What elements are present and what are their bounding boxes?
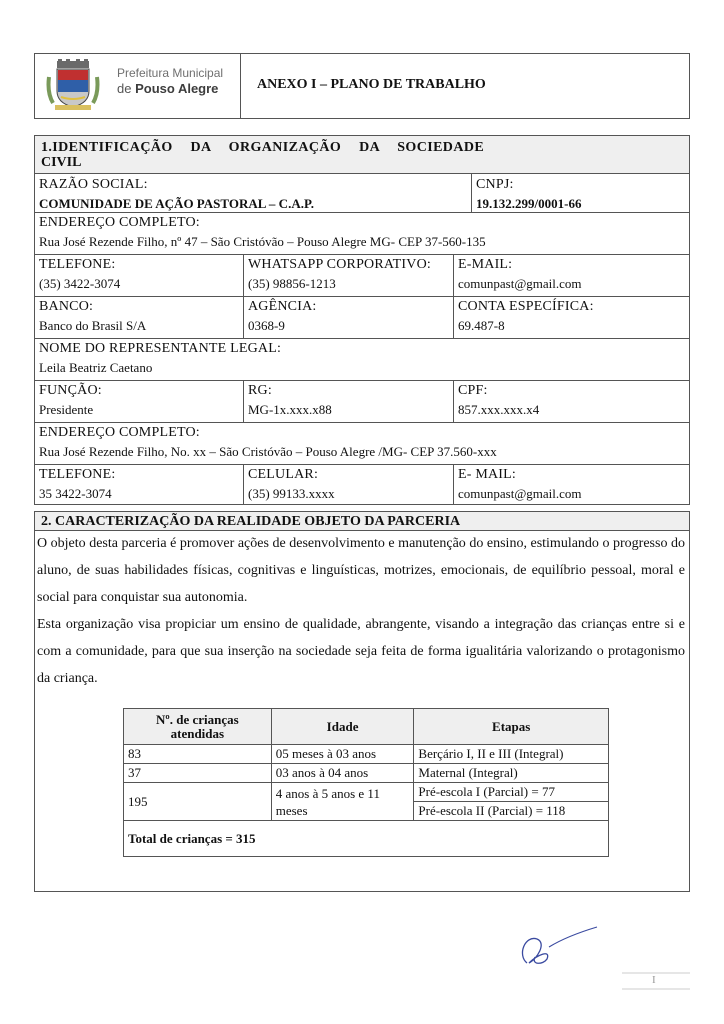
- cell-representante: [35, 338, 689, 380]
- telefone2-value: 35 3422-3074: [39, 486, 112, 501]
- cell-etapa: Maternal (Integral): [414, 764, 609, 783]
- cpf-label: CPF:: [458, 383, 488, 398]
- banco-label: BANCO:: [39, 299, 94, 314]
- cell-cpf: [453, 380, 689, 422]
- row-banco: [35, 296, 689, 339]
- logo-cell: [35, 54, 241, 118]
- funcao-label: FUNÇÃO:: [39, 383, 102, 398]
- cell-email2: [453, 464, 689, 504]
- endereco-value: Rua José Rezende Filho, nº 47 – São Cristóvão – Pouso Alegre MG- CEP 37-560-135: [39, 234, 486, 249]
- conta-value: 69.487-8: [458, 318, 505, 333]
- municipal-crest-logo: [45, 59, 101, 113]
- cnpj-label: CNPJ:: [476, 177, 514, 192]
- telefone2-label: TELEFONE:: [39, 467, 116, 482]
- funcao-value: Presidente: [39, 402, 94, 417]
- page-corner-lines: [622, 972, 690, 990]
- cell-total: Total de crianças = 315: [124, 821, 609, 857]
- celular-value: (35) 99133.xxxx: [248, 486, 335, 501]
- cell-rg: [243, 380, 453, 422]
- whatsapp-label: WHATSAPP CORPORATIVO:: [248, 257, 431, 272]
- agencia-label: AGÊNCIA:: [248, 299, 317, 314]
- row-contato-representante: [35, 464, 689, 504]
- agencia-value: 0368-9: [248, 318, 285, 333]
- table-row: [124, 764, 609, 783]
- email2-label: E- MAIL:: [458, 467, 516, 482]
- celular-label: CELULAR:: [248, 467, 319, 482]
- razao-social-value: COMUNIDADE DE AÇÃO PASTORAL – C.A.P.: [39, 196, 314, 211]
- section-identification: [34, 135, 690, 505]
- document-title: ANEXO I – PLANO DE TRABALHO: [257, 77, 486, 92]
- brand-line2: [117, 81, 218, 96]
- cell-telefone: [35, 254, 243, 296]
- banco-value: Banco do Brasil S/A: [39, 318, 147, 333]
- cell-cnpj: [471, 174, 689, 212]
- whatsapp-value: (35) 98856-1213: [248, 276, 336, 291]
- cell-idade: 03 anos à 04 anos: [271, 764, 414, 783]
- representante-value: Leila Beatriz Caetano: [39, 360, 153, 375]
- col-header-numero: Nº. de crianças atendidas: [124, 709, 272, 745]
- cell-numero: 83: [124, 745, 272, 764]
- cell-agencia: [243, 296, 453, 338]
- cell-telefone2: [35, 464, 243, 504]
- table-header-row: [124, 709, 609, 745]
- conta-label: CONTA ESPECÍFICA:: [458, 299, 594, 314]
- row-endereco-representante: [35, 422, 689, 465]
- endereco2-label: ENDEREÇO COMPLETO:: [39, 425, 200, 440]
- section1-title: [35, 136, 689, 174]
- col-header-etapas: Etapas: [414, 709, 609, 745]
- document-header: [34, 53, 690, 119]
- cell-idade: 05 meses à 03 anos: [271, 745, 414, 764]
- brand-line1: Prefeitura Municipal: [117, 66, 224, 80]
- signature-initials: [507, 925, 602, 970]
- cell-banco: [35, 296, 243, 338]
- representante-label: NOME DO REPRESENTANTE LEGAL:: [39, 341, 282, 356]
- table-row: [124, 783, 609, 802]
- cpf-value: 857.xxx.xxx.x4: [458, 402, 540, 417]
- table-total-row: [124, 821, 609, 857]
- brand-line2-prefix: de: [117, 81, 132, 96]
- email2-value: comunpast@gmail.com: [458, 486, 582, 501]
- page-corner-mark: [622, 972, 690, 990]
- cell-idade: 4 anos à 5 anos e 11 meses: [271, 783, 414, 821]
- email-value: comunpast@gmail.com: [458, 276, 582, 291]
- endereco2-value: Rua José Rezende Filho, No. xx – São Cristóvão – Pouso Alegre /MG- CEP 37.560-xxx: [39, 444, 497, 459]
- cell-conta: [453, 296, 689, 338]
- row-razao-social: [35, 174, 689, 213]
- section-caracterizacao: [34, 511, 690, 892]
- row-funcao: [35, 380, 689, 423]
- cell-endereco: [35, 212, 689, 254]
- cell-razao-social: [35, 174, 471, 212]
- cnpj-value: 19.132.299/0001-66: [476, 196, 582, 211]
- cell-numero: 195: [124, 783, 272, 821]
- endereco-label: ENDEREÇO COMPLETO:: [39, 215, 200, 230]
- section2-title: 2. CARACTERIZAÇÃO DA REALIDADE OBJETO DA PARCERIA: [35, 512, 689, 531]
- rg-label: RG:: [248, 383, 272, 398]
- cell-endereco-representante: [35, 422, 689, 464]
- cell-funcao: [35, 380, 243, 422]
- telefone-value: (35) 3422-3074: [39, 276, 121, 291]
- table-row: [124, 745, 609, 764]
- row-endereco: [35, 212, 689, 255]
- razao-social-label: RAZÃO SOCIAL:: [39, 177, 148, 192]
- brand-line2-name: Pouso Alegre: [135, 81, 219, 96]
- cell-etapa: Berçário I, II e III (Integral): [414, 745, 609, 764]
- rg-value: MG-1x.xxx.x88: [248, 402, 332, 417]
- cell-whatsapp: [243, 254, 453, 296]
- paragraph-organizacao: Esta organização visa propiciar um ensino de qualidade, abrangente, visando a integração das crianças entre si e com a comunidade, para que sua inserção na sociedade seja feita de forma igualitária valorizando o protagonismo da criança.: [37, 617, 685, 686]
- children-table: [123, 708, 609, 857]
- cell-celular: [243, 464, 453, 504]
- paragraph-objeto: O objeto desta parceria é promover ações de desenvolvimento e manutenção do ensino, estimulando o progresso do aluno, de suas habilidades físicas, cognitivas e linguísticas, motrizes, emocionais, de equilíbrio pessoal, moral e social para conquistar sua autonomia.: [37, 536, 685, 605]
- cell-numero: 37: [124, 764, 272, 783]
- col-header-idade: Idade: [271, 709, 414, 745]
- row-representante: [35, 338, 689, 381]
- cell-etapa: Pré-escola I (Parcial) = 77: [414, 783, 609, 802]
- page-corner-label: I: [652, 974, 656, 986]
- telefone-label: TELEFONE:: [39, 257, 116, 272]
- section1-title-line1: 1.IDENTIFICAÇÃO DA ORGANIZAÇÃO DA SOCIEDADE: [41, 140, 485, 155]
- section1-title-line2: CIVIL: [41, 155, 82, 170]
- row-contato: [35, 254, 689, 297]
- cell-etapa: Pré-escola II (Parcial) = 118: [414, 802, 609, 821]
- email-label: E-MAIL:: [458, 257, 513, 272]
- cell-email: [453, 254, 689, 296]
